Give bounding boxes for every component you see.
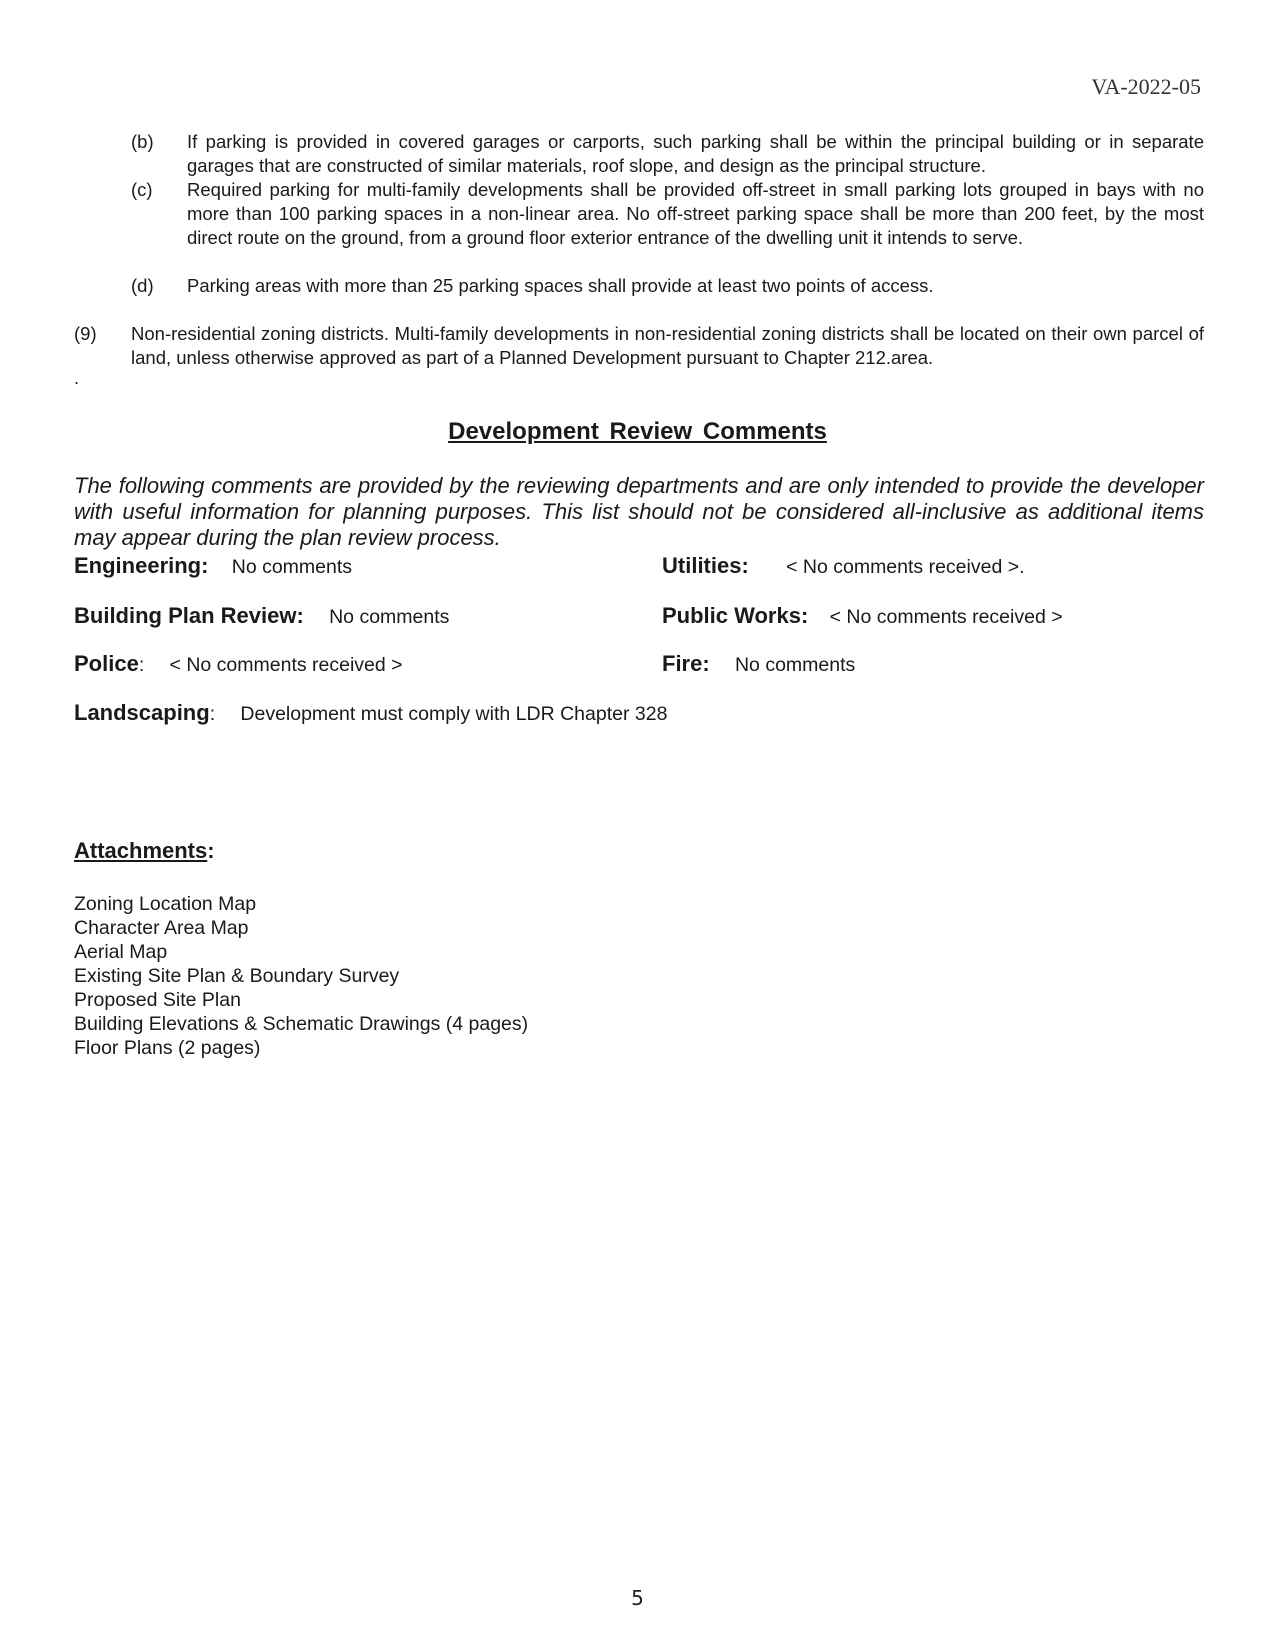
- comment-value: No comments: [734, 654, 856, 676]
- attachment-item: Aerial Map: [74, 941, 168, 963]
- comment-separator: :: [138, 654, 145, 676]
- comment-dept: Building Plan Review:: [74, 603, 304, 628]
- attachment-item: Proposed Site Plan: [74, 989, 241, 1011]
- attachments-title-colon: :: [207, 838, 215, 863]
- comment-police: [74, 651, 403, 677]
- comment-dept: Fire:: [662, 651, 710, 676]
- comment-utilities: [662, 553, 1025, 579]
- comment-separator: :: [209, 703, 216, 725]
- comment-value: < No comments received >: [829, 606, 1063, 628]
- section-title: Development Review Comments: [448, 418, 827, 445]
- attachments-list: [74, 892, 528, 1060]
- comment-dept: Landscaping: [74, 700, 210, 725]
- attachment-item: Floor Plans (2 pages): [74, 1037, 261, 1059]
- page-number: 5: [631, 1586, 644, 1610]
- attachment-item: Zoning Location Map: [74, 893, 257, 915]
- provision-label: (b): [131, 131, 154, 152]
- review-intro: The following comments are provided by the reviewing departments and are only intended to provide the developer with useful information for planning purposes. This list should not be considered all-inclusive as additional items may appear during the plan review process.: [74, 473, 1204, 550]
- stray-dot: .: [74, 368, 80, 388]
- provision-text: Non-residential zoning districts. Multi-family developments in non-residential zoning districts shall be located on their own parcel of land, unless otherwise approved as part of a Planned Development pursuant to Chapter 212.area.: [131, 323, 1204, 368]
- comment-landscaping: [74, 700, 667, 726]
- provision-text: If parking is provided in covered garages or carports, such parking shall be within the principal building or in separate garages that are constructed of similar materials, roof slope, and design as the principal structure.: [187, 131, 1204, 176]
- comment-value: Development must comply with LDR Chapter 328: [240, 703, 668, 725]
- comment-value: < No comments received >: [169, 654, 403, 676]
- attachments-title: [74, 838, 215, 864]
- provision-text: Required parking for multi-family developments shall be provided off-street in small parking lots grouped in bays with no more than 100 parking spaces in a non-linear area. No off-street parking space shall be more than 200 feet, by the most direct route on the ground, from a ground floor exterior entrance of the dwelling unit it intends to serve.: [187, 179, 1204, 248]
- comment-value: No comments: [329, 606, 450, 628]
- comment-dept: Police: [74, 651, 139, 676]
- comment-dept: Public Works:: [662, 603, 809, 628]
- comment-public-works: [662, 603, 1063, 629]
- comment-dept: Engineering:: [74, 553, 209, 578]
- provision-text: Parking areas with more than 25 parking spaces shall provide at least two points of access.: [187, 275, 934, 296]
- comment-fire: [662, 651, 855, 677]
- comment-value: No comments: [231, 556, 353, 578]
- comment-dept: Utilities:: [662, 553, 749, 578]
- provision-label: (9): [74, 323, 97, 344]
- provision-label: (c): [131, 179, 153, 200]
- attachment-item: Building Elevations & Schematic Drawings (4 pages): [74, 1013, 529, 1035]
- attachment-item: Existing Site Plan & Boundary Survey: [74, 965, 400, 987]
- document-id: VA-2022-05: [1091, 74, 1201, 99]
- comment-engineering: [74, 553, 352, 579]
- provision-label: (d): [131, 275, 154, 296]
- comment-building-plan-review: [74, 603, 449, 629]
- attachments-title-text: Attachments: [74, 838, 208, 863]
- attachment-item: Character Area Map: [74, 917, 249, 939]
- comment-value: < No comments received >.: [786, 556, 1025, 578]
